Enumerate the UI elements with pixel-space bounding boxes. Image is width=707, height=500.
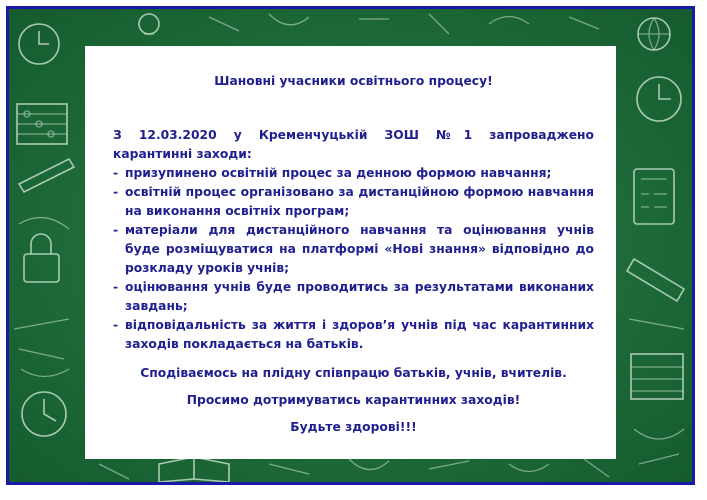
notice-title: Шановні учасники освітнього процесу! bbox=[214, 74, 493, 88]
closing-cooperation: Сподіваємось на плідну співпрацю батьків, учнів, вчителів. bbox=[140, 366, 567, 380]
list-item: - відповідальність за життя і здоров’я учнів під час карантинних заходів покладається на батьків. bbox=[113, 316, 594, 354]
notice-intro-first-line: З 12.03.2020 у Кременчуцькій ЗОШ №1 запроваджено bbox=[113, 128, 594, 142]
measures-list bbox=[113, 164, 594, 354]
list-item: - матеріали для дистанційного навчання та оцінювання учнів буде розміщуватися на платформі «Нові знання» відповідно до розкладу уроків учнів; bbox=[113, 221, 594, 278]
closing-wish: Будьте здорові!!! bbox=[290, 420, 417, 434]
closing-request: Просимо дотримуватись карантинних заходів! bbox=[186, 393, 521, 407]
notice-intro-rest: карантинні заходи: bbox=[113, 147, 252, 161]
notice-intro bbox=[113, 126, 594, 164]
list-item: - оцінювання учнів буде проводитись за результатами виконаних завдань; bbox=[113, 278, 594, 316]
list-item: - освітній процес організовано за дистанційною формою навчання на виконання освітніх програм; bbox=[113, 183, 594, 221]
chalkboard-frame bbox=[6, 6, 695, 485]
list-item: - призупинено освітній процес за денною формою навчання; bbox=[113, 164, 594, 183]
notice-card bbox=[85, 46, 616, 459]
